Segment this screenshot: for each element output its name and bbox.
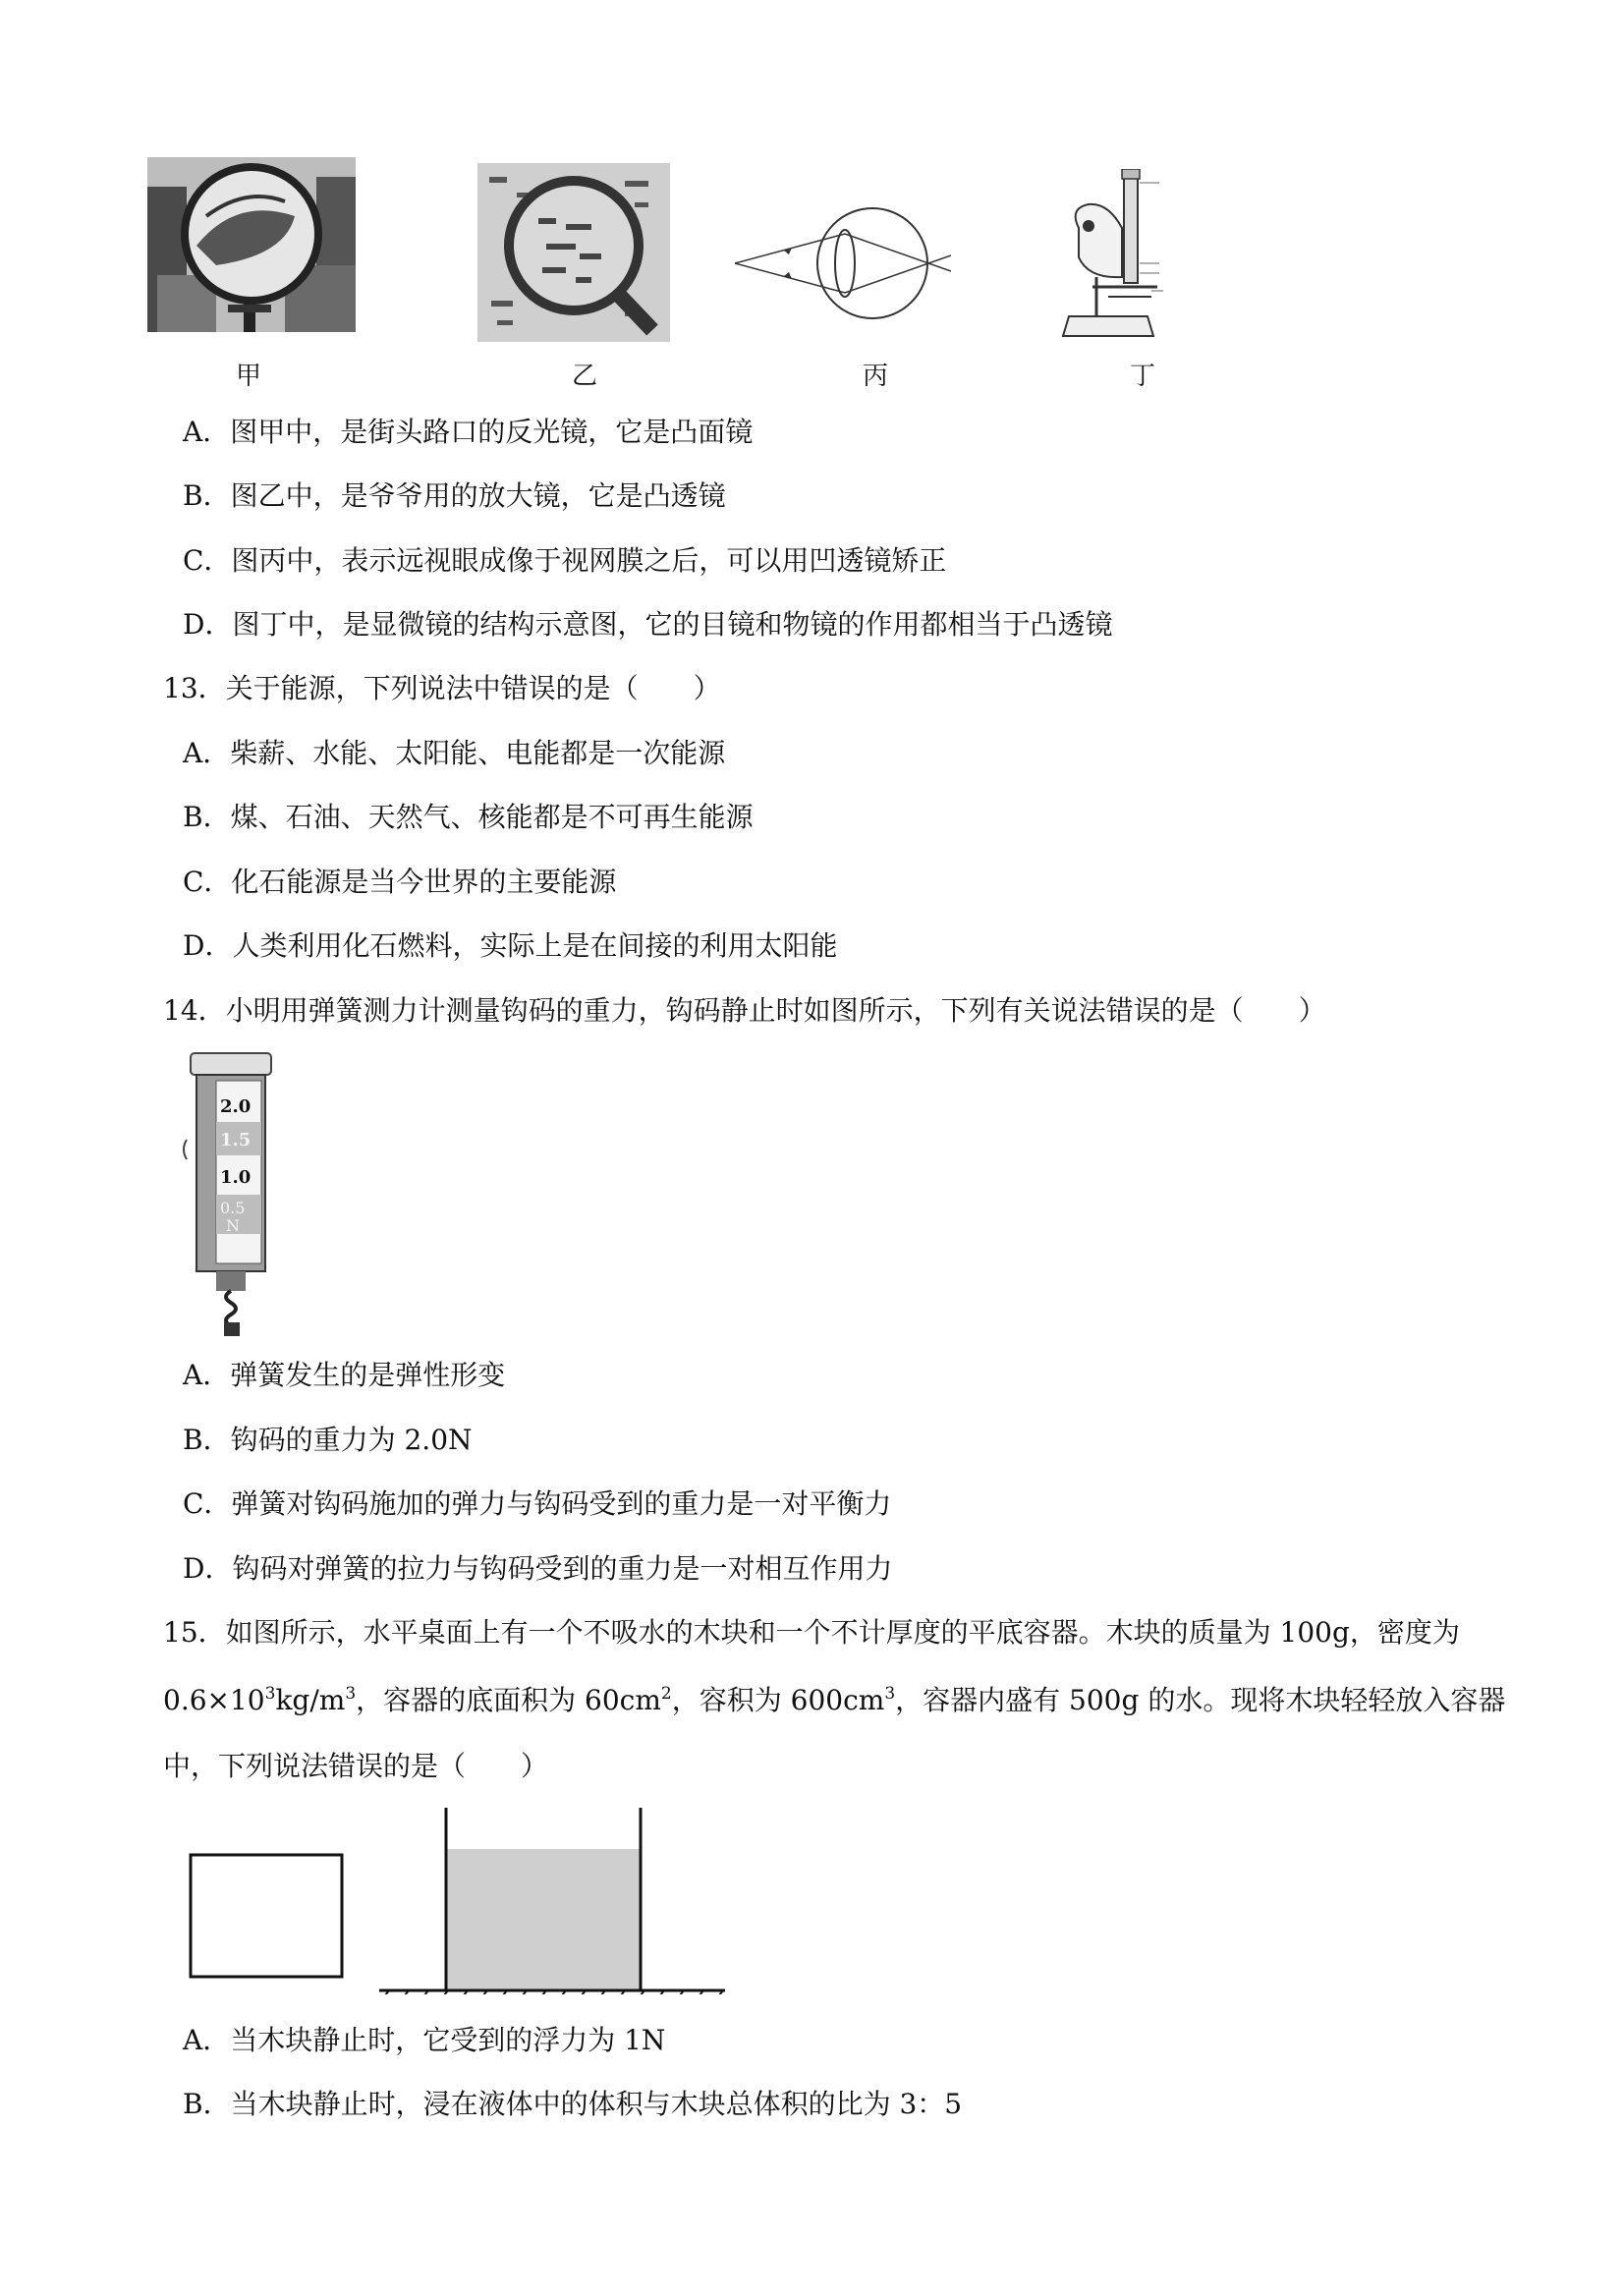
scale-label-1-5: 1.5 [220, 1130, 252, 1150]
water [446, 1849, 641, 1990]
q12-option-d: D．图丁中，是显微镜的结构示意图，它的目镜和物镜的作用都相当于凸透镜 [183, 608, 1113, 641]
figure-label-jia: 甲 [236, 362, 262, 391]
q12-option-a: A．图甲中，是街头路口的反光镜，它是凸面镜 [183, 416, 754, 448]
wood-block [191, 1855, 342, 1977]
q12-option-c: C．图丙中，表示远视眼成像于视网膜之后，可以用凹透镜矫正 [183, 544, 947, 577]
figure-jia-reflector-mirror [147, 157, 356, 332]
figure-ding-microscope [1049, 169, 1167, 342]
q14-option-b: B．钩码的重力为 2.0N [183, 1424, 473, 1456]
q12-option-b: B．图乙中，是爷爷用的放大镜，它是凸透镜 [183, 479, 726, 512]
scale-label-2-0: 2.0 [220, 1096, 252, 1117]
figure-label-yi: 乙 [572, 362, 598, 391]
scale-unit-n: N [226, 1216, 240, 1235]
scale-label-0-5: 0.5 [220, 1199, 246, 1217]
scale-label-1-0: 1.0 [220, 1167, 252, 1188]
q15-option-a: A．当木块静止时，它受到的浮力为 1N [183, 2024, 666, 2056]
q13-option-b: B．煤、石油、天然气、核能都是不可再生能源 [183, 801, 754, 833]
q15-stem-line-2: $0.6\times 10^3kg/m^3$，容器的底面积为 $60cm^2$，容积为 $600cm^3$，容器内盛有 500g 的水。现将木块轻轻放入容器 [163, 1684, 1506, 1716]
q13-option-a: A．柴薪、水能、太阳能、电能都是一次能源 [183, 737, 726, 769]
q14-option-c: C．弹簧对钩码施加的弹力与钩码受到的重力是一对平衡力 [183, 1487, 892, 1520]
q14-option-d: D．钩码对弹簧的拉力与钩码受到的重力是一对相互作用力 [183, 1552, 893, 1585]
figure-label-bing: 丙 [863, 362, 889, 391]
q15-option-b: B．当木块静止时，浸在液体中的体积与木块总体积的比为 3：5 [183, 2088, 963, 2120]
q14-option-a: A．弹簧发生的是弹性形变 [183, 1359, 506, 1391]
figure-yi-magnifier [477, 163, 670, 342]
q15-stem-line-3: 中，下列说法错误的是（ ） [163, 1750, 549, 1782]
spring-scale-figure [183, 1051, 281, 1336]
q13-stem: 13．关于能源，下列说法中错误的是（ ） [163, 672, 721, 704]
q13-option-c: C．化石能源是当今世界的主要能源 [183, 866, 617, 898]
q15-stem-line-1: 15．如图所示，水平桌面上有一个不吸水的木块和一个不计厚度的平底容器。木块的质量为 100g，密度为 [163, 1616, 1460, 1649]
figure-bing-hyperopia-eye [735, 204, 951, 322]
q14-stem: 14．小明用弹簧测力计测量钩码的重力，钩码静止时如图所示，下列有关说法错误的是（ ） [163, 994, 1326, 1027]
wood-block-and-container-figure [183, 1808, 733, 1994]
figure-label-ding: 丁 [1130, 362, 1156, 391]
q13-option-d: D．人类利用化石燃料，实际上是在间接的利用太阳能 [183, 929, 838, 962]
